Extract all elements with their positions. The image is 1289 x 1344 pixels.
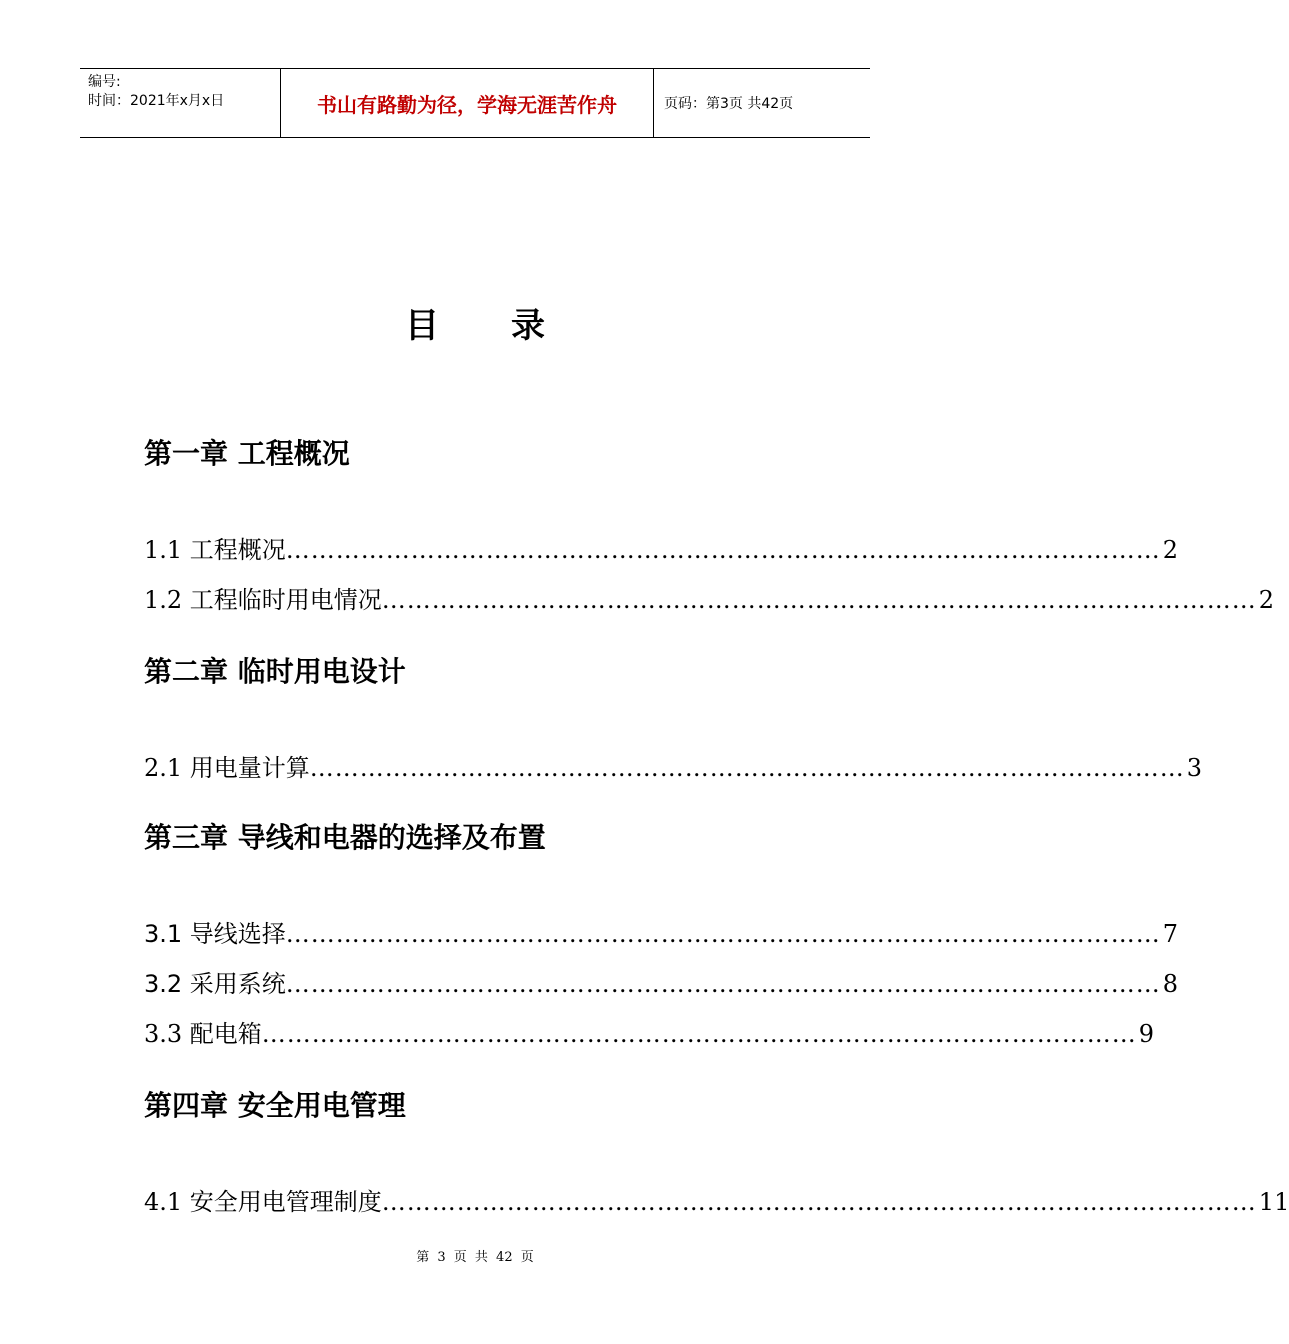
header-number-label: 编号: [88,74,121,90]
chapter-1-title: 第一章 工程概况 [144,437,350,470]
toc-leader-dots: …………………………………………………………………………………………… [261,1020,1137,1048]
header-motto: 书山有路勤为径，学海无涯苦作舟 [281,69,654,137]
toc-entry-2-1[interactable] [144,748,1203,782]
toc-entry-1-1[interactable] [144,530,1179,564]
header-page-info: 页码：第3页 共42页 [664,96,794,112]
toc-leader-dots: …………………………………………………………………………………………… [309,754,1185,782]
toc-entry-label: 1.2 工程临时用电情况 [144,586,382,614]
chapter-4-title: 第四章 安全用电管理 [144,1089,406,1122]
toc-leader-dots: …………………………………………………………………………………………… [285,920,1161,948]
toc-entry-label: 4.1 安全用电管理制度 [144,1188,382,1216]
toc-entry-label: 2.1 用电量计算 [144,754,310,782]
header-meta [80,69,281,137]
toc-entry-page: 11 [1258,1188,1289,1216]
toc-entry-label: 1.1 工程概况 [144,536,286,564]
page-header [80,68,870,138]
toc-entry-1-2[interactable] [144,580,1275,614]
toc-entry-page: 7 [1162,920,1179,948]
toc-entry-page: 8 [1162,970,1179,998]
toc-entry-page: 2 [1162,536,1179,564]
toc-leader-dots: …………………………………………………………………………………………… [285,970,1161,998]
toc-entry-3-1[interactable] [144,914,1179,948]
toc-leader-dots: …………………………………………………………………………………………… [381,1188,1257,1216]
toc-entry-page: 9 [1138,1020,1155,1048]
toc-entry-page: 3 [1186,754,1203,782]
page-footer: 第 3 页 共 42 页 [416,1250,534,1265]
toc-leader-dots: …………………………………………………………………………………………… [381,586,1257,614]
toc-entry-label: 3.1 导线选择 [144,920,286,948]
toc-entry-3-3[interactable] [144,1014,1155,1048]
toc-leader-dots: …………………………………………………………………………………………… [285,536,1161,564]
toc-entry-page: 2 [1258,586,1275,614]
chapter-3-title: 第三章 导线和电器的选择及布置 [144,821,546,854]
header-time-label: 时间：2021年x月x日 [88,93,225,109]
toc-entry-3-2[interactable] [144,964,1179,998]
toc-title: 目录 [405,306,617,346]
chapter-2-title: 第二章 临时用电设计 [144,655,406,688]
toc-entry-4-1[interactable] [144,1182,1289,1216]
toc-entry-label: 3.2 采用系统 [144,970,286,998]
toc-entry-label: 3.3 配电箱 [144,1020,262,1048]
